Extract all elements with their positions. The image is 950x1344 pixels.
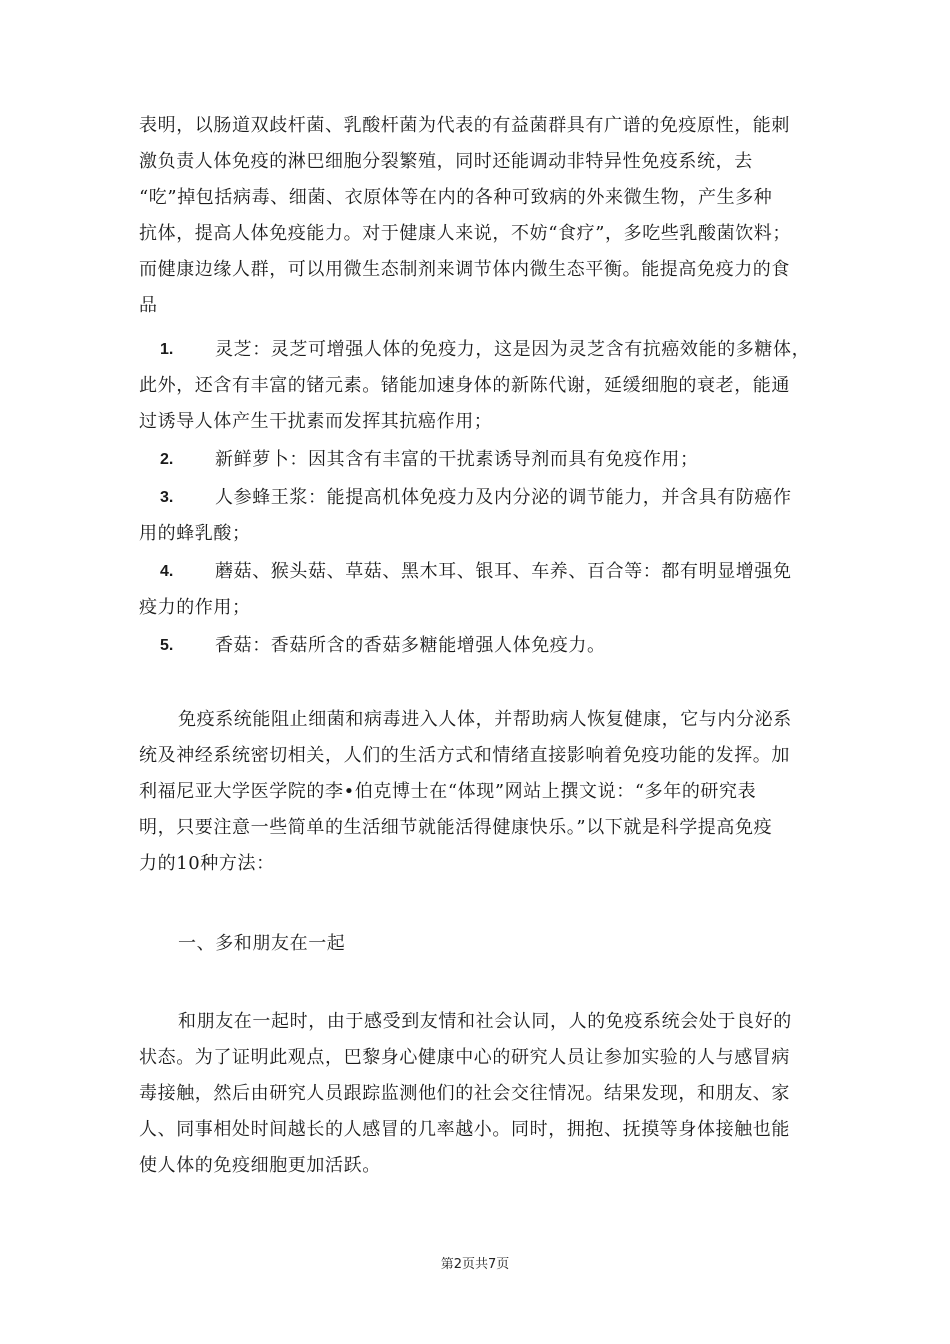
list-item-text: 新鲜萝卜：因其含有丰富的干扰素诱导剂而具有免疫作用； xyxy=(215,449,699,470)
list-item-text: 灵芝：灵芝可增强人体的免疫力，这是因为灵芝含有抗癌效能的多糖体， xyxy=(215,339,811,360)
intro-line: “吃”掉包括病毒、细菌、衣原体等在内的各种可致病的外来微生物，产生多种 xyxy=(139,187,773,208)
list-item-number: 3. xyxy=(160,489,174,506)
section-line: 人、同事相处时间越长的人感冒的几率越小。同时，拥抱、抚摸等身体接触也能 xyxy=(139,1119,790,1140)
list-item-text: 人参蜂王浆：能提高机体免疫力及内分泌的调节能力，并含具有防癌作 xyxy=(215,487,792,508)
intro-line: 激负责人体免疫的淋巴细胞分裂繁殖，同时还能调动非特异性免疫系统，去 xyxy=(139,151,753,172)
list-item-continuation: 此外，还含有丰富的锗元素。锗能加速身体的新陈代谢，延缓细胞的衰老，能通 xyxy=(139,375,790,396)
list-item-text: 蘑菇、猴头菇、草菇、黑木耳、银耳、车养、百合等：都有明显增强免 xyxy=(215,561,792,582)
list-item-continuation: 疫力的作用； xyxy=(139,597,251,618)
immune-line: 明，只要注意一些简单的生活细节就能活得健康快乐。”以下就是科学提高免疫 xyxy=(139,817,773,838)
immune-line: 利福尼亚大学医学院的李•伯克博士在“体现”网站上撰文说：“多年的研究表 xyxy=(139,781,757,802)
section-line: 使人体的免疫细胞更加活跃。 xyxy=(139,1155,381,1176)
page-number-footer: 第2页共7页 xyxy=(440,1257,510,1272)
list-item-number: 4. xyxy=(160,563,174,580)
intro-line: 抗体，提高人体免疫能力。对于健康人来说，不妨“食疗”，多吃些乳酸菌饮料； xyxy=(139,223,792,244)
list-item-continuation: 过诱导人体产生干扰素而发挥其抗癌作用； xyxy=(139,411,493,432)
section-line: 状态。为了证明此观点，巴黎身心健康中心的研究人员让参加实验的人与感冒病 xyxy=(139,1047,790,1068)
section-heading: 一、多和朋友在一起 xyxy=(178,933,346,954)
list-item-continuation: 用的蜂乳酸； xyxy=(139,523,251,544)
section-line: 毒接触，然后由研究人员跟踪监测他们的社会交往情况。结果发现，和朋友、家 xyxy=(139,1083,790,1104)
immune-line: 统及神经系统密切相关，人们的生活方式和情绪直接影响着免疫功能的发挥。加 xyxy=(139,745,790,766)
list-item-number: 1. xyxy=(160,341,174,358)
intro-line: 表明，以肠道双歧杆菌、乳酸杆菌为代表的有益菌群具有广谱的免疫原性，能刺 xyxy=(139,115,790,136)
section-line: 和朋友在一起时，由于感受到友情和社会认同，人的免疫系统会处于良好的 xyxy=(178,1011,792,1032)
intro-line: 而健康边缘人群，可以用微生态制剂来调节体内微生态平衡。能提高免疫力的食 xyxy=(139,259,790,280)
immune-line: 力的10种方法： xyxy=(139,853,275,874)
list-item-number: 5. xyxy=(160,637,174,654)
immune-line: 免疫系统能阻止细菌和病毒进入人体，并帮助病人恢复健康，它与内分泌系 xyxy=(178,709,792,730)
list-item-number: 2. xyxy=(160,451,174,468)
intro-line: 品 xyxy=(139,295,158,316)
list-item-text: 香菇：香菇所含的香菇多糖能增强人体免疫力。 xyxy=(215,635,606,656)
